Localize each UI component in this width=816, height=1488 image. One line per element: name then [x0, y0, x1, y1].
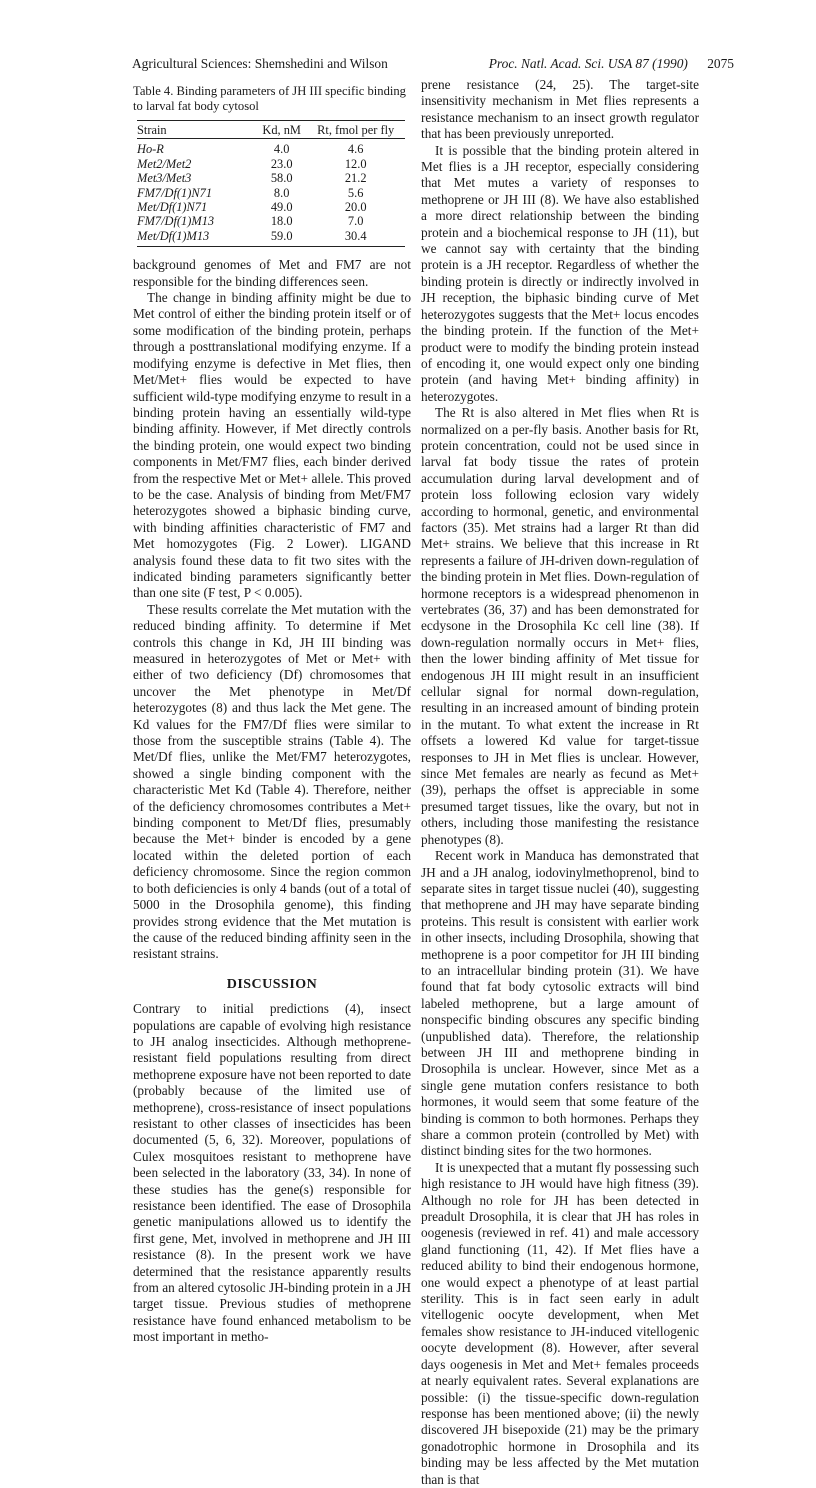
header-journal-info: [489, 56, 734, 72]
paragraph: The Rt is also altered in Met flies when Rt is normalized on a per-fly basis. Another basis for Rt, protein concentration, could not be used since in larval fat body tissue the rates of protein accumulation during larval development and of protein loss following eclosion vary widely according to hormonal, genetic, and environmental factors (35). Met strains had a larger Rt than did Met+ strains. We believe that this increase in Rt represents a failure of JH-driven down-regulation of the binding protein in Met flies. Down-regulation of hormone receptors is a widespread phenomenon in vertebrates (36, 37) and has been demonstrated for ecdysone in the Drosophila Kc cell line (38). If down-regulation normally occurs in Met+ flies, then the lower binding affinity of Met tissue for endogenous JH III might result in an insufficient cellular signal for normal down-regulation, resulting in an increased amount of binding protein in the mutant. To what extent the increase in Rt offsets a lowered Kd value for target-tissue responses to JH in Met flies is unclear. However, since Met females are nearly as fecund as Met+ (39), perhaps the offset is appreciable in some presumed target tissues, like the ovary, but not in others, including those manifesting the resistance phenotypes (8).: [421, 405, 699, 847]
paragraph: The change in binding affinity might be due to Met control of either the binding protein itself or of some modification of the binding protein, perhaps through a posttranslational modifying enzyme. If a modifying enzyme is defective in Met flies, then Met/Met+ flies would be expected to have sufficient wild-type modifying enzyme to result in a binding protein having an essentially wild-type binding affinity. However, if Met directly controls the binding protein, one would expect two binding components in Met/FM7 flies, each binder derived from the respective Met or Met+ allele. This proved to be the case. Analysis of binding from Met/FM7 heterozygotes showed a biphasic binding curve, with binding affinities characteristic of FM7 and Met homozygotes (Fig. 2 Lower). LIGAND analysis found these data to fit two sites with the indicated binding parameters significantly better than one site (F test, P < 0.005).: [133, 290, 411, 601]
table-row: [137, 229, 405, 247]
table-cell-strain: Met/Df(1)M13: [137, 228, 210, 243]
paragraph: It is unexpected that a mutant fly possessing such high resistance to JH would have high fitness (39). Although no role for JH has been detected in preadult Drosophila, it is clear that JH has roles in oogenesis (reviewed in ref. 41) and male accessory gland functioning (11, 42). If Met flies have a reduced ability to bind their endogenous hormone, one would expect a phenotype of at least partial sterility. This is in fact seen early in adult vitellogenic oocyte development, when Met females show resistance to JH-induced vitellogenic oocyte development (8). However, after several days oogenesis in Met and Met+ females proceeds at nearly equivalent rates. Several explanations are possible: (i) the tissue-specific down-regulation response has been mentioned above; (ii) the newly discovered JH bisepoxide (21) may be the primary gonadotrophic hormone in Drosophila and its binding may be less affected by the Met mutation than is that: [421, 1159, 699, 1487]
table-caption: Table 4. Binding parameters of JH III specific binding to larval fat body cytosol: [133, 84, 406, 113]
table-cell-kd: 8.0: [273, 185, 290, 200]
header-journal-citation: Proc. Natl. Acad. Sci. USA 87 (1990): [488, 56, 688, 71]
paragraph: Recent work in Manduca has demonstrated that JH and a JH analog, iodovinylmethoprenol, bind to separate sites in target tissue nuclei (40), suggesting that methoprene and JH may have separate binding proteins. This result is consistent with earlier work in other insects, including Drosophila, showing that methoprene is a poor competitor for JH III binding to an intracellular binding protein (31). We have found that fat body cytosolic extracts will bind labeled methoprene, but a large amount of nonspecific binding obscures any specific binding (unpublished data). Therefore, the relationship between JH III and methoprene binding in Drosophila is unclear. However, since Met as a single gene mutation confers resistance to both hormones, it would seem that some feature of the binding is common to both hormones. Perhaps they share a common protein (controlled by Met) with distinct binding sites for the two hormones.: [421, 848, 699, 1159]
table-cell-kd: 4.0: [273, 142, 290, 157]
table-header-kd: Kd, nM: [262, 123, 301, 137]
section-title-discussion: DISCUSSION: [226, 976, 318, 992]
table-cell-kd: 23.0: [270, 156, 293, 171]
table-cell-strain: FM7/Df(1)M13: [137, 214, 215, 229]
paragraph: prene resistance (24, 25). The target-site insensitivity mechanism in Met flies represents a resistance mechanism to an insect growth regulator that has been previously unreported.: [421, 77, 699, 142]
running-header: [132, 56, 734, 74]
table-cell-strain: Met3/Met3: [137, 171, 192, 186]
left-column: [133, 84, 411, 1346]
table-cell-strain: Met/Df(1)N71: [137, 200, 208, 215]
table-cell-rt: 4.6: [347, 142, 364, 157]
table-cell-rt: 12.0: [344, 156, 367, 171]
paragraph: It is possible that the binding protein altered in Met flies is a JH receptor, especially considering that Met mutes a variety of responses to methoprene or JH III (8). We have also established a more direct relationship between the binding protein and a biochemical response to JH (11), but we cannot say with certainty that the binding protein is a JH receptor. Regardless of whether the binding protein is directly or indirectly involved in JH reception, the biphasic binding curve of Met heterozygotes suggests that the Met+ locus encodes the binding protein. If the function of the Met+ product were to modify the binding protein instead of encoding it, one would expect only one binding protein (and having Met+ binding affinity) in heterozygotes.: [421, 142, 699, 404]
table-row: [137, 139, 405, 157]
header-section-authors: Agricultural Sciences: Shemshedini and Wilson: [132, 56, 388, 71]
right-column: [421, 77, 699, 1488]
table-cell-kd: 49.0: [270, 200, 293, 215]
binding-parameters-table: [137, 120, 405, 247]
header-page-number: 2075: [707, 56, 734, 71]
table-row: [137, 171, 405, 185]
table-cell-strain: FM7/Df(1)N71: [137, 185, 213, 200]
table-row: [137, 200, 405, 214]
table-cell-kd: 58.0: [270, 171, 293, 186]
table-cell-rt: 30.4: [344, 228, 367, 243]
table-row: [137, 186, 405, 200]
table-cell-kd: 18.0: [270, 214, 293, 229]
table-cell-strain: Met2/Met2: [137, 156, 192, 171]
table-cell-rt: 20.0: [344, 200, 367, 215]
table-row: [137, 157, 405, 171]
table-header-strain: Strain: [137, 123, 167, 137]
table-cell-rt: 5.6: [347, 185, 364, 200]
table-cell-rt: 7.0: [347, 214, 364, 229]
paragraph: background genomes of Met and FM7 are not responsible for the binding differences seen.: [133, 257, 411, 289]
table-cell-kd: 59.0: [270, 228, 293, 243]
paragraph: These results correlate the Met mutation with the reduced binding affinity. To determine if Met controls this change in Kd, JH III binding was measured in heterozygotes of Met or Met+ with either of two deficiency (Df) chromosomes that uncover the Met phenotype in Met/Df heterozygotes (8) and thus lack the Met gene. The Kd values for the FM7/Df flies were similar to those from the susceptible strains (Table 4). The Met/Df flies, unlike the Met/FM7 heterozygotes, showed a single binding component with the characteristic Met Kd (Table 4). Therefore, neither of the deficiency chromosomes contributes a Met+ binding component to Met/Df flies, presumably because the Met+ binder is encoded by a gene located within the deleted portion of each deficiency chromosome. Since the region common to both deficiencies is only 4 bands (out of a total of 5000 in the Drosophila genome), this finding provides strong evidence that the Met mutation is the cause of the reduced binding affinity seen in the resistant strains.: [133, 601, 411, 962]
table-cell-rt: 21.2: [344, 171, 367, 186]
table-header-rt: Rt, fmol per fly: [317, 123, 395, 137]
table-row: [137, 214, 405, 228]
table-header-row: [137, 121, 405, 139]
paragraph: Contrary to initial predictions (4), insect populations are capable of evolving high resistance to JH analog insecticides. Although methoprene-resistant field populations resulting from direct methoprene exposure have not been reported to date (probably because of the limited use of methoprene), cross-resistance of insect populations resistant to other classes of insecticides has been documented (5, 6, 32). Moreover, populations of Culex mosquitoes resistant to methoprene have been selected in the laboratory (33, 34). In none of these studies has the gene(s) responsible for resistance been identified. The ease of Drosophila genetic manipulations allowed us to identify the first gene, Met, involved in methoprene and JH III resistance (8). In the present work we have determined that the resistance apparently results from an altered cytosolic JH-binding protein in a JH target tissue. Previous studies of methoprene resistance have found enhanced metabolism to be most important in metho-: [133, 1001, 412, 1345]
table-cell-strain: Ho-R: [137, 142, 164, 157]
